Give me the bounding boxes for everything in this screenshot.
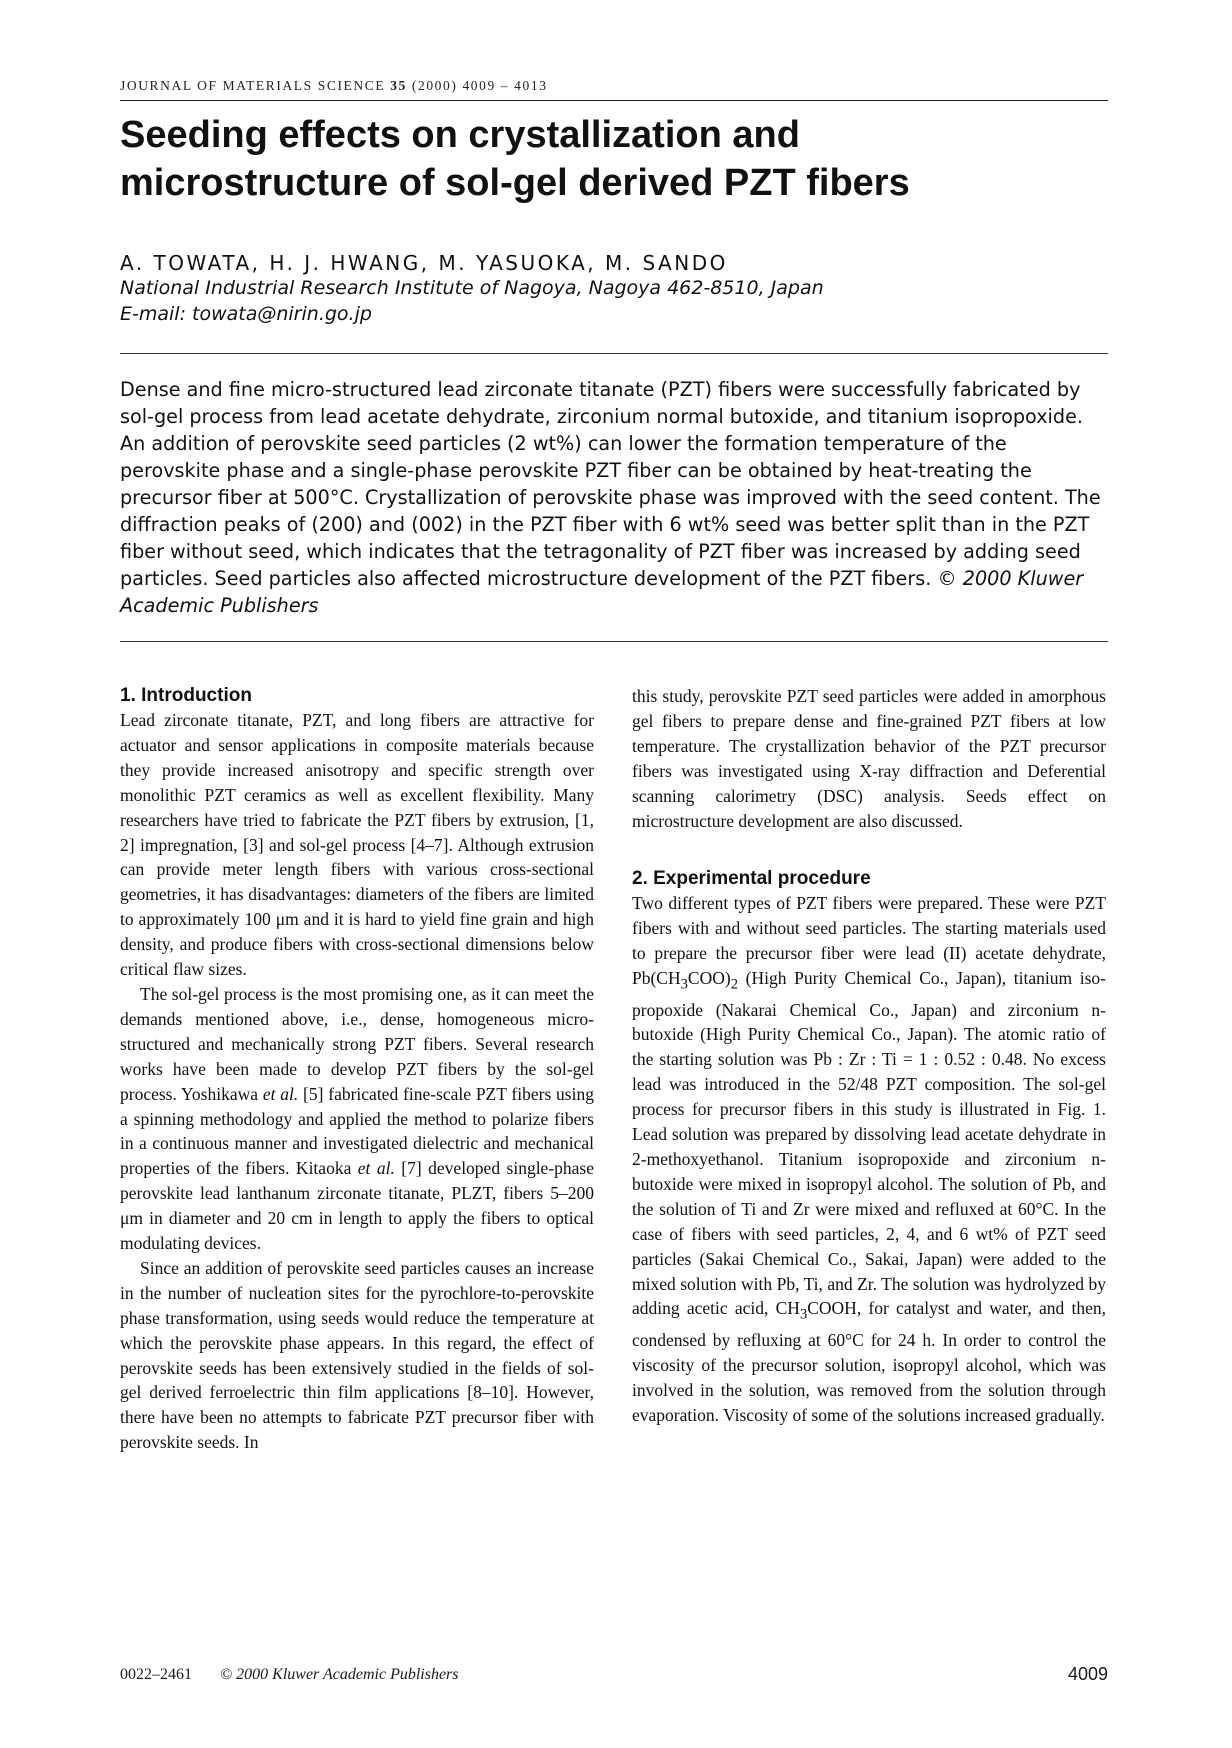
affiliation: National Industrial Research Institute of Nagoya, Nagoya 462-8510, Japan xyxy=(120,277,824,299)
intro-paragraph-1: Lead zirconate titanate, PZT, and long fibers are attractive for actuator and sensor applications in composite materials because they provide increased anisotropy and specific strength over monolithic PZT ceramics as well as excellent flexibility. Many researchers have tried to fabricate the PZT fibers by extrusion, [1, 2] impregnation, [3] and sol-gel process [4–7]. Although extrusion can provide meter length fibers with various cross-sectional geometries, it has disadvantages: diameters of the fibers are limited to approximately 100 μm and it is hard to yield fine grain and high density, and produce fibers with cross-sectional dimensions below critical flaw sizes. xyxy=(120,710,594,980)
journal-name: JOURNAL OF MATERIALS SCIENCE xyxy=(120,78,386,93)
author-list: A. TOWATA, H. J. HWANG, M. YASUOKA, M. SANDO xyxy=(120,251,728,275)
abstract-copyright: © 2000 Kluwer Academic Publishers xyxy=(120,567,1084,617)
exp-part-b: COO) xyxy=(687,968,731,989)
author-email: E-mail: towata@nirin.go.jp xyxy=(120,303,372,325)
section-heading-introduction: 1. Introduction xyxy=(120,685,252,706)
subscript-3b: 3 xyxy=(799,1306,808,1323)
intro-p2-part-a: The sol-gel process is the most promising one, as it can meet the demands mentioned above, i.e., dense, homogeneous micro-structured and mechanically strong PZT fibers. Several research works have been made to develop PZT fibers by the sol-gel process. Yoshikawa xyxy=(120,983,594,1104)
et-al-2: et al. xyxy=(357,1158,395,1179)
footer-copyright: © 2000 Kluwer Academic Publishers xyxy=(220,1666,459,1683)
subscript-2: 2 xyxy=(730,976,738,993)
intro-paragraph-4: this study, perovskite PZT seed particles were added in amorphous gel fibers to prepare dense and fine-grained PZT fibers at low temperature. The crystallization behavior of the PZT precursor fibers was investigated using X-ray diffraction and Deferential scanning calorimetry (DSC) analysis. Seeds effect on microstructure development are also discussed. xyxy=(632,686,1106,831)
journal-volume: 35 xyxy=(390,78,407,93)
abstract-text: Dense and fine micro-structured lead zirconate titanate (PZT) fibers were successfully fabricated by sol-gel process from lead acetate dehydrate, zirconium normal butoxide, and titanium isopropoxide. An addition of perovskite seed particles (2 wt%) can lower the formation temperature of the perovskite phase and a single-phase perovskite PZT fiber can be obtained by heat-treating the precursor fiber at 500°C. Crystallization of perovskite phase was improved with the seed content. The diffraction peaks of (200) and (002) in the PZT fiber with 6 wt% seed was better split than in the PZT fiber without seed, which indicates that the tetragonality of PZT fiber was increased by adding seed particles. Seed particles also affected microstructure development of the PZT fibers. xyxy=(120,378,1101,590)
footer-issn: 0022–2461 xyxy=(120,1666,192,1683)
title-line-2: microstructure of sol-gel derived PZT fibers xyxy=(120,162,910,204)
intro-paragraph-3: Since an addition of perovskite seed particles causes an increase in the number of nucleation sites for the pyrochlore-to-perovskite phase transformation, using seeds would reduce the temperature at which the perovskite phase appears. In this regard, the effect of perovskite seeds has been extensively studied in the fields of sol-gel derived ferroelectric thin film applications [8–10]. However, there have been no attempts to fabricate PZT precursor fiber with perovskite seeds. In xyxy=(120,1257,594,1453)
intro-paragraph-2 xyxy=(120,982,594,1256)
page-number: 4009 xyxy=(1067,1664,1108,1684)
intro-p2-part-c: [7] developed single-phase perovskite lead lanthanum zirconate titanate, PLZT, fibers 5–200 μm in diameter and 20 cm in length to apply the fibers to optical modulating devices. xyxy=(120,1158,594,1254)
right-column xyxy=(632,684,1106,1427)
section-heading-experimental: 2. Experimental procedure xyxy=(632,868,871,890)
journal-year-pages: (2000) 4009 – 4013 xyxy=(411,78,548,93)
exp-part-c: (High Purity Chemical Co., Japan), titanium iso-propoxide (Nakarai Chemical Co., Japan) and zirconium n-butoxide (High Purity Chemical Co., Japan). The atomic ratio of the starting solution was Pb : Zr : Ti = 1 : 0.52 : 0.48. No excess lead was introduced in the 52/48 PZT composition. The sol-gel process for precursor fibers in this study is illustrated in Fig. 1. Lead solution was prepared by dissolving lead acetate dehydrate in 2-methoxyethanol. Titanium isopropoxide and zirconium n-butoxide were mixed in isopropyl alcohol. The solution of Pb, and the solution of Ti and Zr were mixed and refluxed at 60°C. In the case of fibers with seed particles, 2, 4, and 6 wt% of PZT seed particles (Sakai Chemical Co., Sakai, Japan) were added to the mixed solution with Pb, Ti, and Zr. The solution was hydrolyzed by adding acetic acid, CH xyxy=(632,968,1106,1319)
title-line-1: Seeding effects on crystallization and xyxy=(120,114,800,156)
paper-page xyxy=(120,78,1108,1544)
intro-p2-part-b: [5] fabricated fine-scale PZT fibers using a spinning methodology and applied the method to polarize fibers in a continuous manner and investigated dielectric and mechanical properties of the fibers. Kitaoka xyxy=(120,1083,594,1179)
divider-bottom xyxy=(120,641,1108,642)
left-column xyxy=(120,684,594,1455)
paper-title xyxy=(120,111,1108,207)
divider-top xyxy=(120,353,1108,354)
abstract xyxy=(120,376,1108,619)
et-al-1: et al. xyxy=(262,1083,299,1104)
subscript-3: 3 xyxy=(680,976,688,993)
exp-part-a: Two different types of PZT fibers were prepared. These were PZT fibers with and without seed particles. The starting materials used to prepare the precursor fiber were lead (II) acetate dehydrate, Pb(CH xyxy=(632,893,1106,989)
journal-header xyxy=(120,78,1108,101)
exp-part-d: COOH, for catalyst and water, and then, condensed by refluxing at 60°C for 24 h. In order to control the viscosity of the precursor solution, isopropyl alcohol, which was involved in the solution, was removed from the solution through evaporation. Viscosity of some of the solutions increased gradually. xyxy=(632,1298,1106,1425)
experimental-paragraph-1 xyxy=(632,891,1106,1427)
body-columns xyxy=(120,684,1108,1544)
